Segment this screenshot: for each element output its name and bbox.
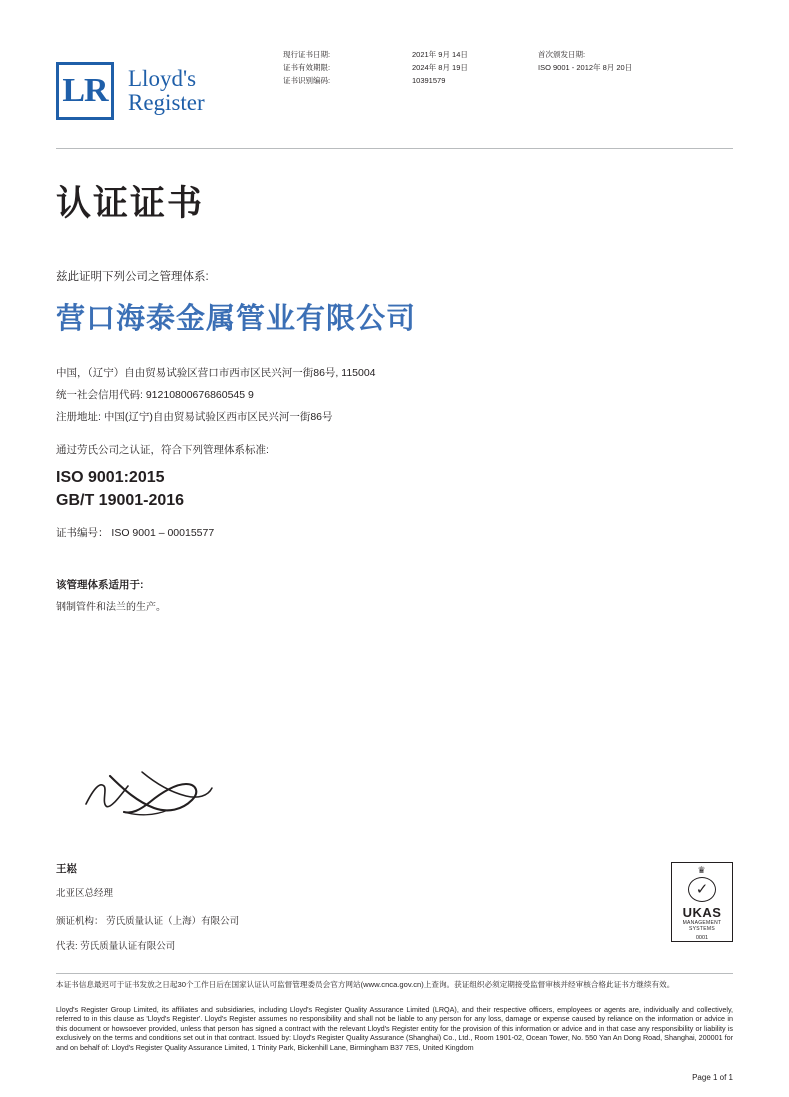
scope-text: 钢制管件和法兰的生产。 (56, 602, 166, 613)
lloyds-register-logo (56, 62, 205, 120)
brand-name (128, 67, 205, 115)
scope-heading: 该管理体系适用于: (56, 579, 144, 591)
meta-values-column (412, 48, 468, 87)
header-divider (56, 148, 733, 149)
signer-name: 王崧 (56, 863, 77, 875)
meta-value-certificate-id: 10391579 (412, 76, 446, 85)
registered-address: 注册地址: 中国(辽宁)自由贸易试验区西市区民兴河一街86号 (56, 411, 333, 423)
company-name: 营口海泰金属管业有限公司 (56, 303, 417, 335)
footer-divider (56, 973, 733, 974)
signer-title: 北亚区总经理 (56, 888, 114, 899)
issuing-body: 颁证机构： 劳氏质量认证（上海）有限公司 (56, 916, 240, 927)
footer-chinese-disclaimer: 本证书信息最迟可于证书发放之日起30个工作日后在国家认证认可监督管理委员会官方网站(www.cnca.gov.cn)上查询。获证组织必须定期接受监督审核并经审核合格此证书方继续有效。 (56, 980, 675, 989)
footer-english-disclaimer: Lloyd's Register Group Limited, its affiliates and subsidiaries, including Lloyd's Register Quality Assurance Limited (LRQA), and their respective officers, employees or agents are, individually and collectively, referred to in this clause as 'Lloyd's Register'. Lloyd's Register assumes no responsibility and shall not be liable to any person for any loss, damage or expense caused by reliance on the information or advice in this document or howsoever provided, unless that person has signed a contract with the relevant Lloyd's Register entity for the provision of this information or advice and in that case any responsibility or liability is exclusively on the terms and conditions set out in that contract. Issued by: Lloyd's Register Quality Assurance (Shanghai) Co., Ltd., Room 1901-02, Ocean Tower, No. 550 Yan An Dong Road, Shanghai, 200001 for and on behalf of: Lloyd's Register Quality Assurance Limited, 1 Trinity Park, Bickenhill Lane, Birmingham B37 7ES, United Kingdom (56, 1005, 733, 1052)
page-title: 认证证书 (56, 184, 205, 223)
standard-iso-9001: ISO 9001:2015 (56, 469, 165, 486)
company-address: 中国，（辽宁）自由贸易试验区营口市西市区民兴河一街86号, 115004 (56, 367, 376, 379)
meta-value-current-date: 2021年 9月 14日 (412, 50, 468, 59)
first-issue-value-text: ISO 9001 - 2012年 8月 20日 (538, 63, 633, 72)
meta-value-expiry-date: 2024年 8月 19日 (412, 63, 468, 72)
meta-label-current-date: 现行证书日期: (283, 50, 331, 59)
certificate-number: 证书编号： ISO 9001 – 00015577 (56, 527, 215, 539)
company-details (56, 362, 376, 428)
crown-icon: ♛ (697, 865, 707, 875)
signature-image (80, 762, 220, 824)
ukas-label: UKAS (682, 905, 722, 920)
ukas-accreditation-mark (671, 862, 733, 942)
checkmark-icon: ✓ (688, 877, 716, 902)
credit-code: 统一社会信用代码: 91210800676860545 9 (56, 389, 254, 401)
ukas-sub-line2: SYSTEMS (689, 926, 715, 932)
standards-lead-text: 通过劳氏公司之认证，符合下列管理体系标准: (56, 444, 269, 456)
lr-monogram-text: LR (62, 72, 108, 109)
meta-label-expiry-date: 证书有效期限: (283, 63, 331, 72)
document-header (0, 0, 789, 148)
page-number: Page 1 of 1 (692, 1073, 733, 1082)
brand-name-line2: Register (128, 90, 205, 115)
brand-name-line1: Lloyd's (128, 66, 197, 91)
intro-text: 兹此证明下列公司之管理体系: (56, 271, 209, 283)
ukas-sub-line1: MANAGEMENT (682, 920, 722, 926)
ukas-number: 0001 (695, 935, 709, 941)
standards-list (56, 466, 184, 512)
lr-monogram-icon (56, 62, 114, 120)
meta-labels-column (283, 48, 330, 87)
standard-gbt-19001: GB/T 19001-2016 (56, 492, 185, 509)
representative: 代表: 劳氏质量认证有限公司 (56, 941, 176, 952)
meta-label-certificate-id: 证书识别编码: (283, 76, 331, 85)
first-issue-label-text: 首次颁发日期: (538, 50, 586, 59)
meta-first-issue-label (538, 48, 632, 74)
